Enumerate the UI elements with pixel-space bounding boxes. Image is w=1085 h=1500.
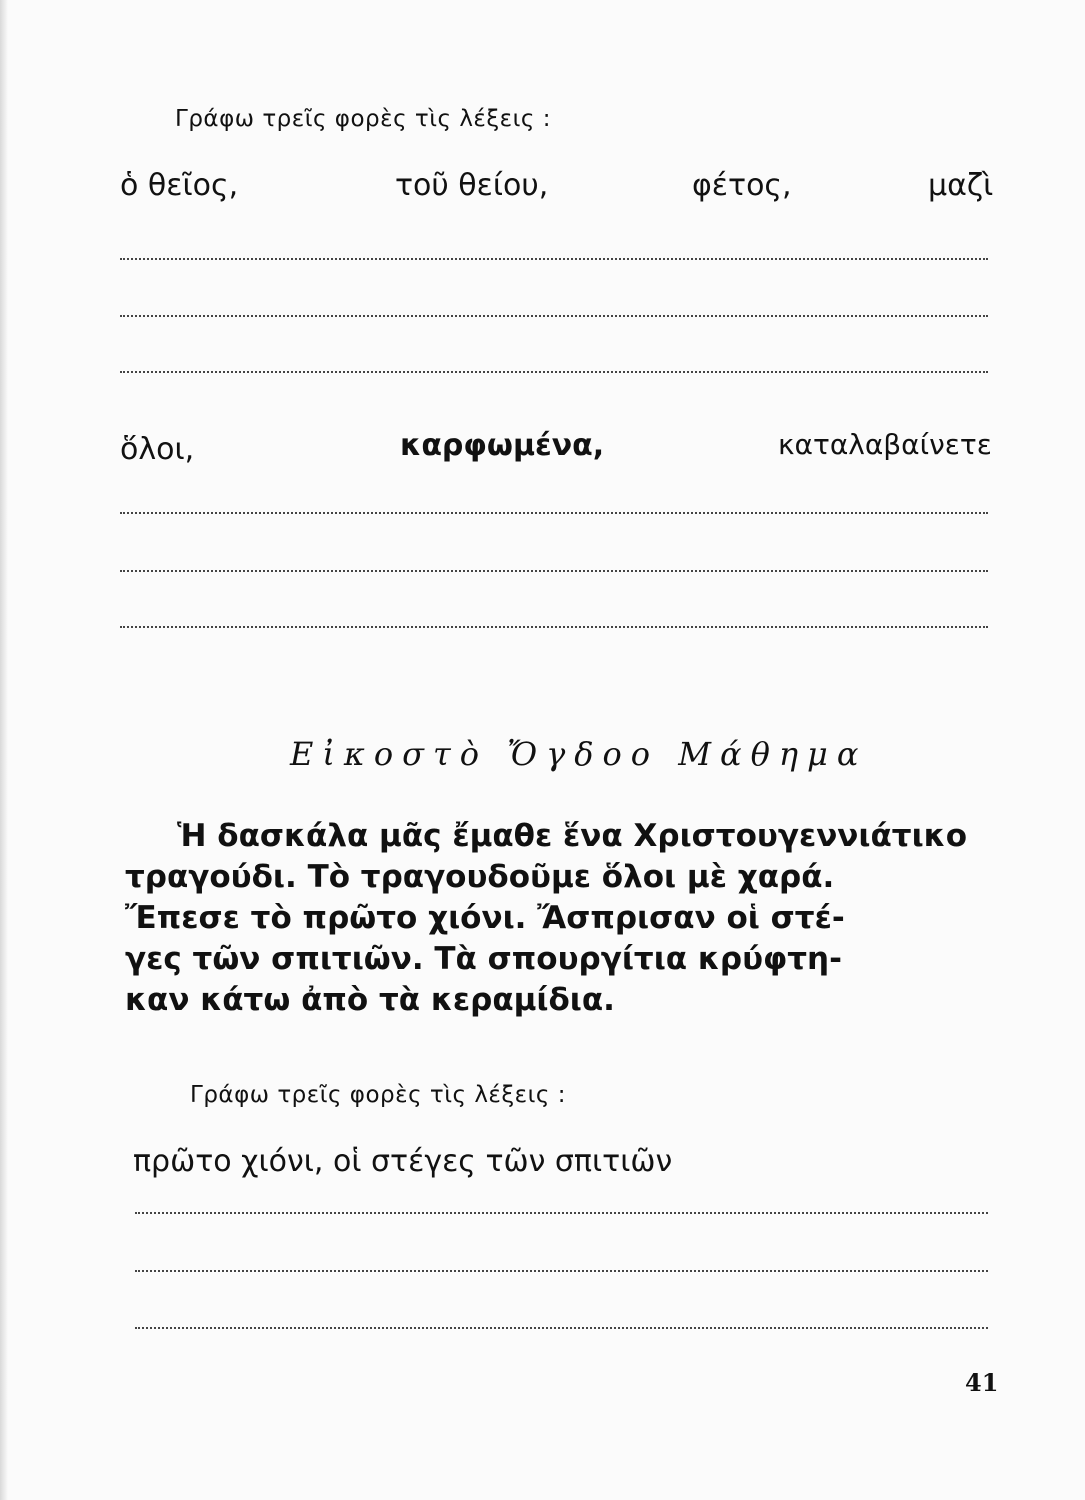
writing-line: [135, 1270, 988, 1272]
word-o-theios: ὁ θεῖος,: [120, 168, 239, 203]
writing-line: [120, 512, 988, 514]
phrase-proto-xioni: πρῶτο χιόνι, οἱ στέγες τῶν σπιτιῶν: [133, 1144, 673, 1179]
word-mazi: μαζὶ: [928, 168, 994, 203]
writing-line: [120, 315, 988, 317]
paragraph-line: γες τῶν σπιτιῶν. Τὰ σπουργίτια κρύφτη-: [125, 941, 842, 977]
word-fetos: φέτος,: [692, 168, 792, 203]
word-oloi: ὅλοι,: [120, 432, 195, 467]
word-karfomena: καρφωμένα,: [400, 428, 605, 463]
word-tou-theiou: τοῦ θείου,: [395, 168, 549, 203]
writing-line: [120, 371, 988, 373]
writing-line: [120, 258, 988, 260]
lesson-title: Εἰκοστὸ Ὄγδοο Μάθημα: [290, 735, 868, 773]
paragraph-line: Ἔπεσε τὸ πρῶτο χιόνι. Ἄσπρισαν οἱ στέ-: [125, 900, 845, 936]
writing-line: [135, 1327, 988, 1329]
paragraph-line: καν κάτω ἀπὸ τὰ κεραμίδια.: [125, 982, 615, 1018]
instruction-2: Γράφω τρεῖς φορὲς τὶς λέξεις :: [190, 1082, 566, 1108]
word-katalavainete: καταλαβαίνετε: [778, 428, 992, 461]
writing-line: [135, 1212, 988, 1214]
paragraph-line: Ἡ δασκάλα μᾶς ἔμαθε ἕνα Χριστουγεννιάτικο: [177, 818, 967, 854]
instruction-1: Γράφω τρεῖς φορὲς τὶς λέξεις :: [175, 106, 551, 132]
page-number: 41: [965, 1368, 999, 1397]
writing-line: [120, 626, 988, 628]
paragraph-line: τραγούδι. Τὸ τραγουδοῦμε ὅλοι μὲ χαρά.: [125, 859, 835, 895]
writing-line: [120, 570, 988, 572]
page-edge: [0, 0, 8, 1500]
lesson-paragraph: [125, 816, 995, 1021]
